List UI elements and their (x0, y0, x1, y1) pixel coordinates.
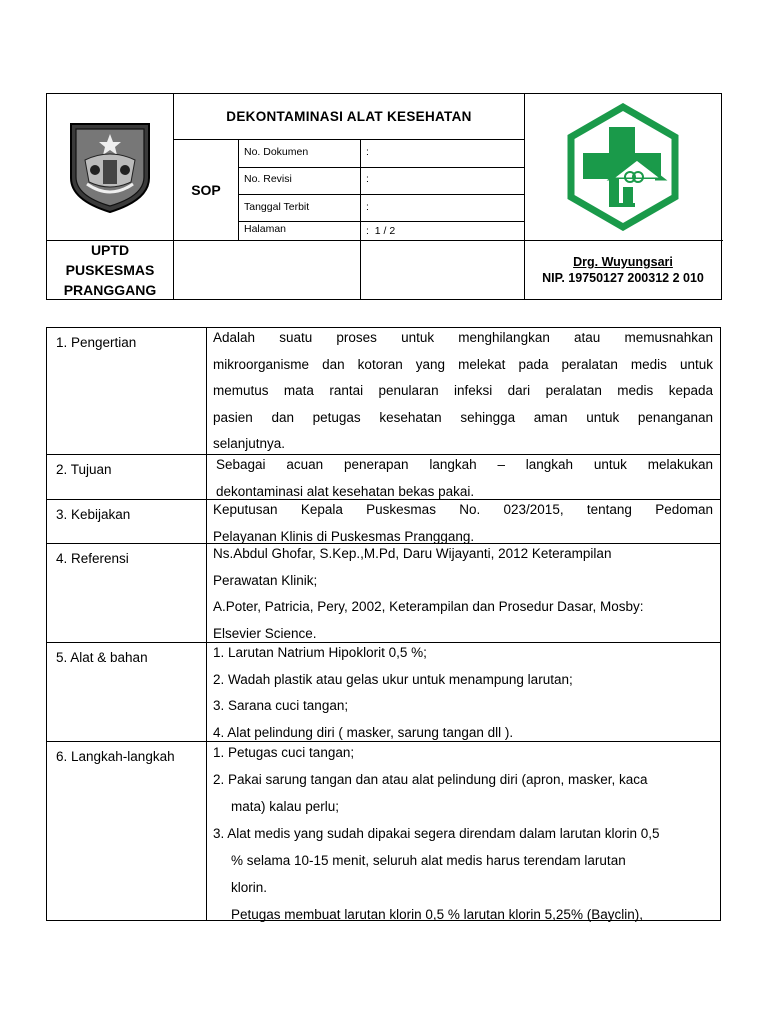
section-label: 5. Alat & bahan (56, 650, 148, 665)
org-line-2: PUSKESMAS (65, 262, 155, 278)
section-content (213, 640, 713, 746)
text-line: Pelayanan Klinis di Puskesmas Pranggang. (213, 528, 475, 544)
meta-value-no-revisi: : (366, 173, 369, 185)
org-line-3: PRANGGANG (63, 282, 157, 298)
list-item-continuation: mata) kalau perlu; (231, 799, 340, 814)
sop-content-table (46, 327, 721, 921)
organization-name (47, 241, 173, 299)
section-alat-bahan (47, 643, 720, 742)
meta-value-halaman: : 1 / 2 (366, 225, 396, 237)
signer-nip: NIP. 19750127 200312 2 010 (542, 271, 704, 285)
list-item: 3. Alat medis yang sudah dipakai segera direndam dalam larutan klorin 0,5 (213, 826, 660, 841)
meta-label-halaman: Halaman (244, 223, 287, 235)
text-line: Perawatan Klinik; (213, 572, 318, 588)
list-item: 3. Sarana cuci tangan; (213, 698, 349, 713)
list-item: 4. Alat pelindung diri ( masker, sarung tangan dll ). (213, 724, 514, 740)
meta-label-no-revisi: No. Revisi (244, 173, 292, 185)
section-kebijakan (47, 500, 720, 544)
section-content (213, 739, 713, 928)
section-pengertian (47, 328, 720, 455)
meta-value-no-dokumen: : (366, 146, 369, 158)
text-line: selanjutnya. (213, 436, 286, 451)
list-item: 2. Wadah plastik atau gelas ukur untuk menampung larutan; (213, 671, 573, 687)
text-line: Sebagai acuan penerapan langkah – langkah untuk melakukan (216, 457, 713, 472)
list-item-continuation: % selama 10-15 menit, seluruh alat medis harus terendam larutan (231, 853, 626, 868)
document-header (46, 93, 722, 300)
section-referensi (47, 544, 720, 643)
signer-name: Drg. Wuyungsari (573, 255, 673, 269)
text-line: memutus mata rantai penularan infeksi dari peralatan medis kepada (213, 383, 713, 398)
list-item: 1. Larutan Natrium Hipoklorit 0,5 %; (213, 645, 427, 660)
list-item-continuation: klorin. (231, 880, 268, 895)
meta-label-tanggal-terbit: Tanggal Terbit (244, 201, 310, 213)
puskesmas-icon (567, 103, 679, 231)
text-line: dekontaminasi alat kesehatan bekas pakai. (216, 483, 475, 499)
meta-value-tanggal-terbit: : (366, 201, 369, 213)
section-tujuan (47, 455, 720, 500)
section-label: 4. Referensi (56, 551, 129, 566)
section-label: 2. Tujuan (56, 462, 112, 477)
section-content (213, 325, 713, 458)
signature-block (525, 241, 721, 299)
regency-crest-logo (47, 94, 173, 240)
text-line: Keputusan Kepala Puskesmas No. 023/2015, tentang Pedoman (213, 502, 713, 517)
meta-label-no-dokumen: No. Dokumen (244, 146, 309, 158)
sop-label: SOP (191, 182, 221, 198)
list-item: 1. Petugas cuci tangan; (213, 745, 355, 760)
text-line: Ns.Abdul Ghofar, S.Kep.,M.Pd, Daru Wijayanti, 2012 Keterampilan (213, 546, 612, 561)
section-langkah-langkah (47, 742, 720, 920)
list-item: 2. Pakai sarung tangan dan atau alat pelindung diri (apron, masker, kaca (213, 772, 648, 787)
section-content (213, 541, 713, 647)
text-line: mikroorganisme dan kotoran yang melekat pada peralatan medis untuk (213, 356, 713, 372)
crest-icon (65, 120, 155, 215)
puskesmas-logo (525, 94, 721, 240)
document-title: DEKONTAMINASI ALAT KESEHATAN (226, 109, 472, 124)
text-line: pasien dan petugas kesehatan sehingga aman untuk penanganan (213, 409, 713, 425)
section-label: 3. Kebijakan (56, 507, 131, 522)
text-line: Adalah suatu proses untuk menghilangkan atau memusnahkan (213, 330, 713, 345)
text-line: Elsevier Science. (213, 625, 317, 641)
text-line: A.Poter, Patricia, Pery, 2002, Keterampilan dan Prosedur Dasar, Mosby: (213, 599, 644, 614)
section-label: 6. Langkah-langkah (56, 749, 175, 764)
section-label: 1. Pengertian (56, 335, 137, 350)
org-line-1: UPTD (90, 242, 130, 258)
list-item-continuation: Petugas membuat larutan klorin 0,5 % larutan klorin 5,25% (Bayclin), (231, 907, 643, 922)
